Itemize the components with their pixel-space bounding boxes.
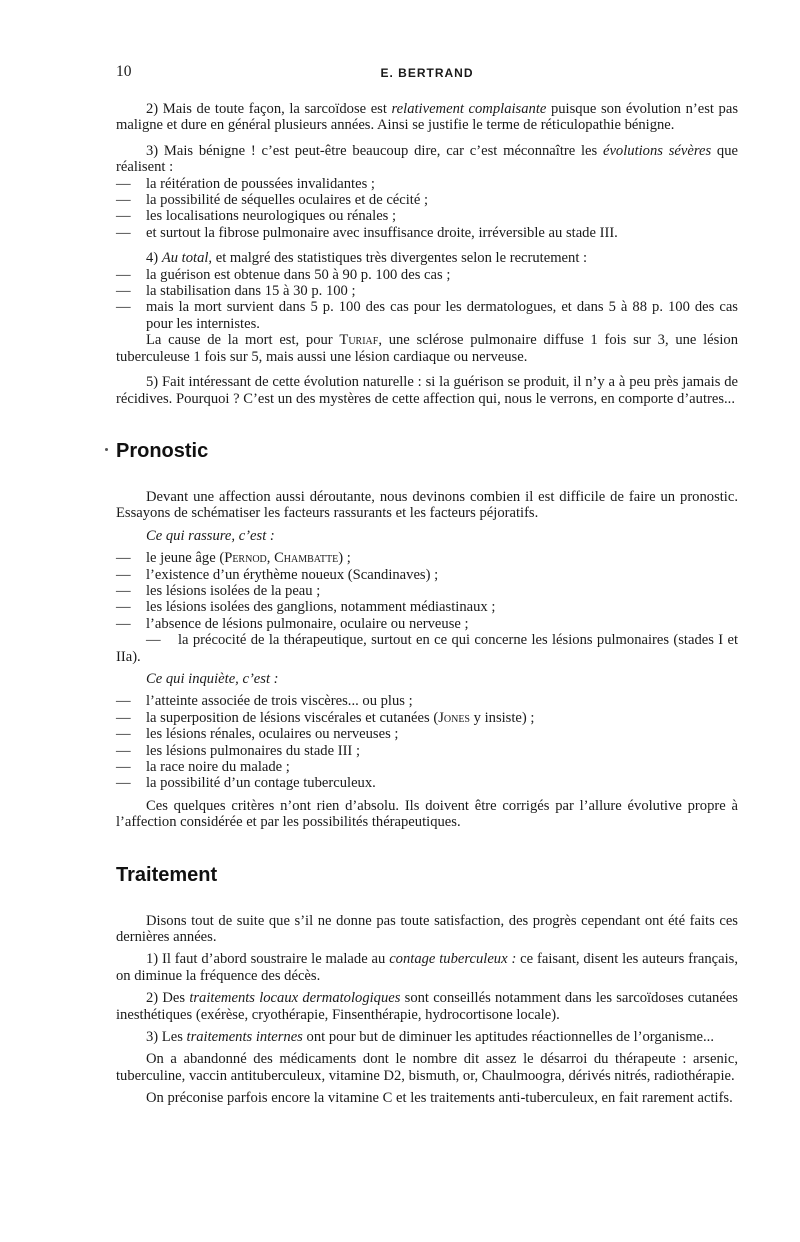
list-item: — la précocité de la thérapeutique, surtout en ce qui concerne les lésions pulmonaires (stades I et IIa). [116, 632, 738, 665]
list-item: — la race noire du malade ; [116, 759, 290, 775]
paragraph-4: 4) Au total, et malgré des statistiques très divergentes selon le recrutement : [146, 250, 588, 267]
worry-label: Ce qui inquiète, c’est : [146, 670, 279, 687]
list-item: — les localisations neurologiques ou rénales ; [116, 208, 397, 225]
traitement-paragraph-1: 1) Il faut d’abord soustraire le malade au contage tuberculeux : ce faisant, disent les auteurs français, on diminue la fréquence des décès. [116, 951, 738, 984]
list-item: — la réitération de poussées invalidantes ; [116, 175, 375, 192]
reassuring-factors-list [116, 550, 738, 665]
worrying-factors-list [116, 693, 738, 791]
section-heading-traitement: Traitement [116, 863, 218, 886]
page-number: 10 [116, 63, 132, 80]
statistics-list [116, 267, 738, 333]
paragraph-5: 5) Fait intéressant de cette évolution naturelle : si la guérison se produit, il n’y a à peu près jamais de récidives. Pourquoi ? C’est un des mystères de cette affection qui, nous le verrons, en comporte d’autres... [116, 374, 738, 407]
severe-evolutions-list [116, 176, 738, 242]
paragraph-3: 3) Mais bénigne ! c’est peut-être beaucoup dire, car c’est méconnaître les évolutions sévères que réalisent : [116, 142, 738, 176]
traitement-section [116, 863, 738, 1107]
traitement-paragraph-5: On préconise parfois encore la vitamine C et les traitements anti-tuberculeux, en fait rarement actifs. [146, 1090, 733, 1107]
paragraph-2: 2) Mais de toute façon, la sarcoïdose est relativement complaisante puisque son évolution n’est pas maligne et dure en général plusieurs années. Ainsi se justifie le terme de réticulopathie bénigne. [116, 101, 738, 134]
list-item: — l’atteinte associée de trois viscères... ou plus ; [116, 693, 413, 710]
list-item: — l’absence de lésions pulmonaire, oculaire ou nerveuse ; [116, 615, 469, 632]
pronostic-section [116, 439, 738, 831]
reassure-label: Ce qui rassure, c’est : [146, 527, 275, 544]
list-item: — l’existence d’un érythème noueux (Scandinaves) ; [116, 566, 439, 583]
list-item: — les lésions isolées de la peau ; [116, 582, 321, 599]
margin-mark [105, 448, 108, 451]
list-item: — et surtout la fibrose pulmonaire avec insuffisance droite, irréversible au stade III. [116, 224, 618, 241]
traitement-paragraph-2: 2) Des traitements locaux dermatologiques sont conseillés notamment dans les sarcoïdoses cutanées inesthétiques (exérèse, cryothérapie, Finsenthérapie, hydrocortisone locale). [116, 990, 738, 1023]
list-item: — la possibilité d’un contage tuberculeux. [116, 775, 376, 792]
list-item: — la possibilité de séquelles oculaires et de cécité ; [116, 192, 429, 209]
list-item: — la guérison est obtenue dans 50 à 90 p. 100 des cas ; [116, 266, 451, 283]
pronostic-closing: Ces quelques critères n’ont rien d’absolu. Ils doivent être corrigés par l’allure évolutive propre à l’affection considérée et par les possibilités thérapeutiques. [116, 797, 738, 831]
page-header [116, 64, 738, 84]
death-cause-paragraph: La cause de la mort est, pour Turiaf, une sclérose pulmonaire diffuse 1 fois sur 3, une lésion tuberculeuse 1 fois sur 5, mais aussi une lésion cardiaque ou nerveuse. [116, 332, 738, 365]
list-item: — mais la mort survient dans 5 p. 100 des cas pour les dermatologues, et dans 5 à 88 p. 100 des cas pour les internistes. [116, 299, 738, 332]
traitement-intro: Disons tout de suite que s’il ne donne pas toute satisfaction, des progrès cependant ont été faits ces dernières années. [116, 912, 738, 946]
traitement-paragraph-4: On a abandonné des médicaments dont le nombre dit assez le désarroi du thérapeute : arsenic, tuberculine, vaccin antituberculeux, vitamine D2, bismuth, or, Chaulmoogra, dérivés nitrés, radiothérapie. [116, 1051, 738, 1084]
traitement-paragraph-3: 3) Les traitements internes ont pour but de diminuer les aptitudes réactionnelles de l’organisme... [146, 1029, 714, 1046]
evolution-section [116, 101, 738, 407]
list-item: — les lésions rénales, oculaires ou nerveuses ; [116, 726, 399, 743]
list-item: — la stabilisation dans 15 à 30 p. 100 ; [116, 283, 356, 300]
page-body [116, 101, 738, 1107]
list-item: — les lésions pulmonaires du stade III ; [116, 742, 360, 759]
pronostic-intro: Devant une affection aussi déroutante, nous devinons combien il est difficile de faire un pronostic. Essayons de schématiser les facteurs rassurants et les facteurs péjoratifs. [116, 488, 738, 522]
section-heading-pronostic: Pronostic [116, 439, 738, 463]
list-item: — les lésions isolées des ganglions, notamment médiastinaux ; [116, 599, 496, 616]
running-head: E. BERTRAND [380, 66, 474, 80]
list-item: — le jeune âge (Pernod, Chambatte) ; [116, 550, 351, 567]
list-item: — la superposition de lésions viscérales et cutanées (Jones y insiste) ; [116, 709, 535, 726]
